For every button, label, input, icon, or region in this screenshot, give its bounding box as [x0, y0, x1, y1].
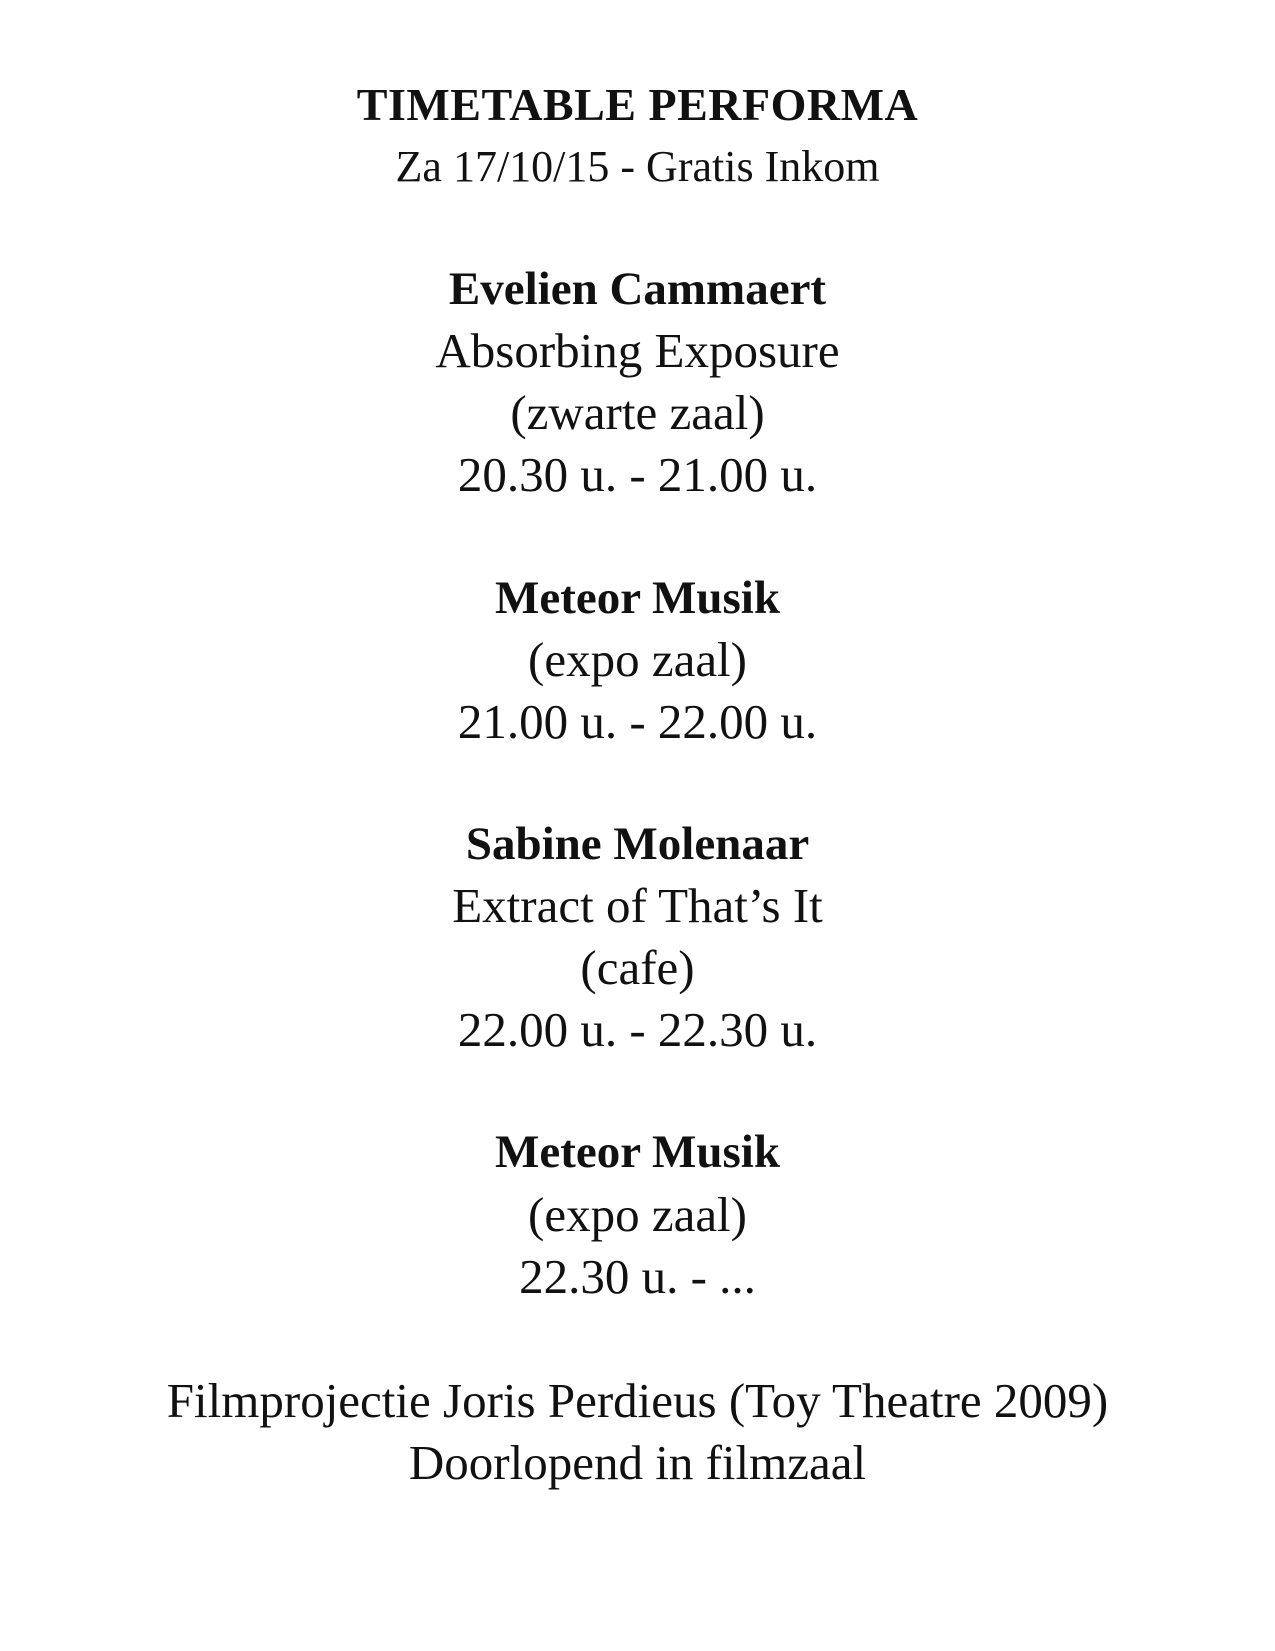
event-4-performer: Meteor Musik	[495, 1126, 780, 1178]
event-4-time: 22.30 u. - ...	[519, 1249, 756, 1304]
event-3-time: 22.00 u. - 22.30 u.	[457, 1002, 818, 1057]
event-3-location: (cafe)	[580, 940, 695, 995]
event-1-location: (zwarte zaal)	[510, 385, 765, 440]
event-3-work: Extract of That’s It	[452, 878, 823, 933]
event-2-time: 21.00 u. - 22.00 u.	[457, 694, 818, 749]
event-1-work: Absorbing Exposure	[435, 323, 840, 378]
event-2-performer: Meteor Musik	[495, 572, 780, 624]
event-1-performer: Evelien Cammaert	[448, 263, 827, 315]
event-4-location: (expo zaal)	[528, 1187, 747, 1242]
page-title: TIMETABLE PERFORMA	[356, 79, 919, 130]
page-subtitle: Za 17/10/15 - Gratis Inkom	[395, 142, 880, 191]
event-1-time: 20.30 u. - 21.00 u.	[457, 447, 818, 502]
footer-film-projection: Filmprojectie Joris Perdieus (Toy Theatre 2009)	[166, 1373, 1109, 1428]
event-3-performer: Sabine Molenaar	[465, 818, 810, 870]
event-2-location: (expo zaal)	[528, 632, 747, 687]
footer-continuous: Doorlopend in filmzaal	[408, 1435, 867, 1490]
